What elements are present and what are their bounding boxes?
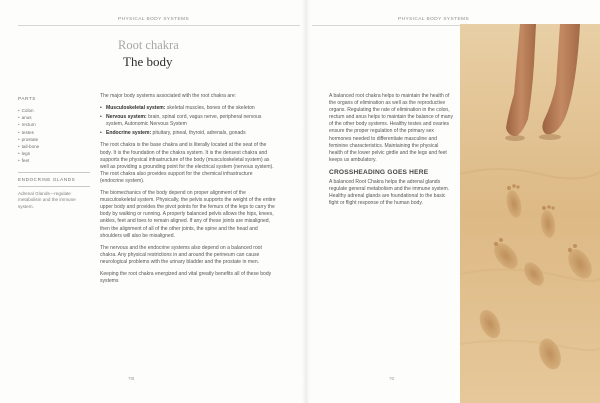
bullet-label: Musculoskeletal system: xyxy=(106,105,166,112)
page-subtitle: Root chakra xyxy=(118,38,179,52)
bullet-text: pituitary, pineal, thyroid, adrenals, gonads xyxy=(151,130,246,137)
feet-on-sand-photo xyxy=(460,24,600,403)
glands-heading: ENDOCRINE GLANDS xyxy=(18,176,76,182)
paragraph: A balanced root chakra helps to maintain the health of the organs of elimination as well as the reproductive organs. Regulating the rate of elimination in the colon, rectum and anus helps to maintain the balance of many of the other body systems. Healthy testes and ovaries ensure the proper regulation of the primary sex hormones needed to differentiate masculine and feminine characteristics. Maintaining the physical health of the lower pelvic girdle and the legs and feet keeps us ambulatory. xyxy=(329,93,454,163)
sidebar-divider xyxy=(18,172,90,173)
feet-on-sand-illustration xyxy=(460,24,600,403)
crosshead: CROSSHEADING GOES HERE xyxy=(329,168,429,176)
running-head-right: PHYSICAL BODY SYSTEMS xyxy=(398,17,470,22)
page-number-right: ?tt xyxy=(389,376,394,381)
header-rule-left xyxy=(18,25,300,26)
body-systems-list xyxy=(100,105,276,137)
page-gutter xyxy=(302,0,310,403)
sidebar-divider xyxy=(18,186,90,187)
bullet-label: Nervous system: xyxy=(106,114,147,121)
paragraph: The root chakra is the base chakra and is literally located at the seat of the body. It is the foundation of the chakra system. It is the densest chakra and supports the physical infrastructure of the body (musculoskeletal system) as well as providing a grounding point for the electrical system (nervous system). The root chakra also provides support for the chemical infrastructure (endocrine system). xyxy=(100,142,274,184)
list-item xyxy=(100,105,276,112)
list-item: • tail-bone xyxy=(18,143,90,150)
list-item: • anus xyxy=(18,114,90,121)
body-column-1 xyxy=(100,93,276,290)
list-item xyxy=(100,130,276,137)
sidebar xyxy=(18,96,90,210)
list-item: • rectum xyxy=(18,121,90,128)
list-item: • Colon xyxy=(18,107,90,114)
parts-heading: PARTS xyxy=(18,96,36,101)
page-number-left: ?ttt xyxy=(128,376,135,381)
body-column-2 xyxy=(329,93,453,212)
bullet-text: brain, spinal cord, vagus nerve, peripheral nervous system, Autonomic Nervous System xyxy=(106,114,262,128)
parts-list xyxy=(18,107,90,165)
header-rule-right xyxy=(312,25,460,26)
paragraph: A balanced Root Chakra helps the adrenal glands regulate general metabolism and the immune system. Healthy adrenal glands are foundational to the basic fight or flight response of the human body. xyxy=(329,179,450,207)
list-item: • feet xyxy=(18,157,90,164)
bullet-text: skeletal muscles, bones of the skeleton xyxy=(165,105,255,112)
page-title: The body xyxy=(123,54,173,69)
paragraph: The nervous and the endocrine systems also depend on a balanced root chakra. Any physical restrictions in and around the perineum can cause neurological problems with the urinary bladder and the prostate in men. xyxy=(100,244,262,265)
list-item: • testes xyxy=(18,129,90,136)
paragraph: The biomechanics of the body depend on proper alignment of the musculoskeletal system. Physically, the pelvis supports the weight of the entire upper body and provides the pivot points for the femurs of the legs to carry the body by walking or running. A properly balanced pelvis allows the hips, knees, ankles, feet and toes to remain aligned. If any of these joints are misaligned, then the alignment of all of the other joints, the spine and the head and shoulders will also be misaligned. xyxy=(100,190,276,239)
list-item: • legs xyxy=(18,150,90,157)
intro-paragraph: The major body systems associated with the root chakra are: xyxy=(100,93,237,99)
paragraph: Keeping the root chakra energized and vital greatly benefits all of these body systems xyxy=(100,270,272,285)
list-item: • prostate xyxy=(18,136,90,143)
list-item xyxy=(100,114,276,128)
running-head-left: PHYSICAL BODY SYSTEMS xyxy=(118,17,190,22)
glands-text: Adrenal Glands—regulate metabolism and the immune system. xyxy=(18,190,76,209)
bullet-label: Endocrine system: xyxy=(106,130,152,137)
